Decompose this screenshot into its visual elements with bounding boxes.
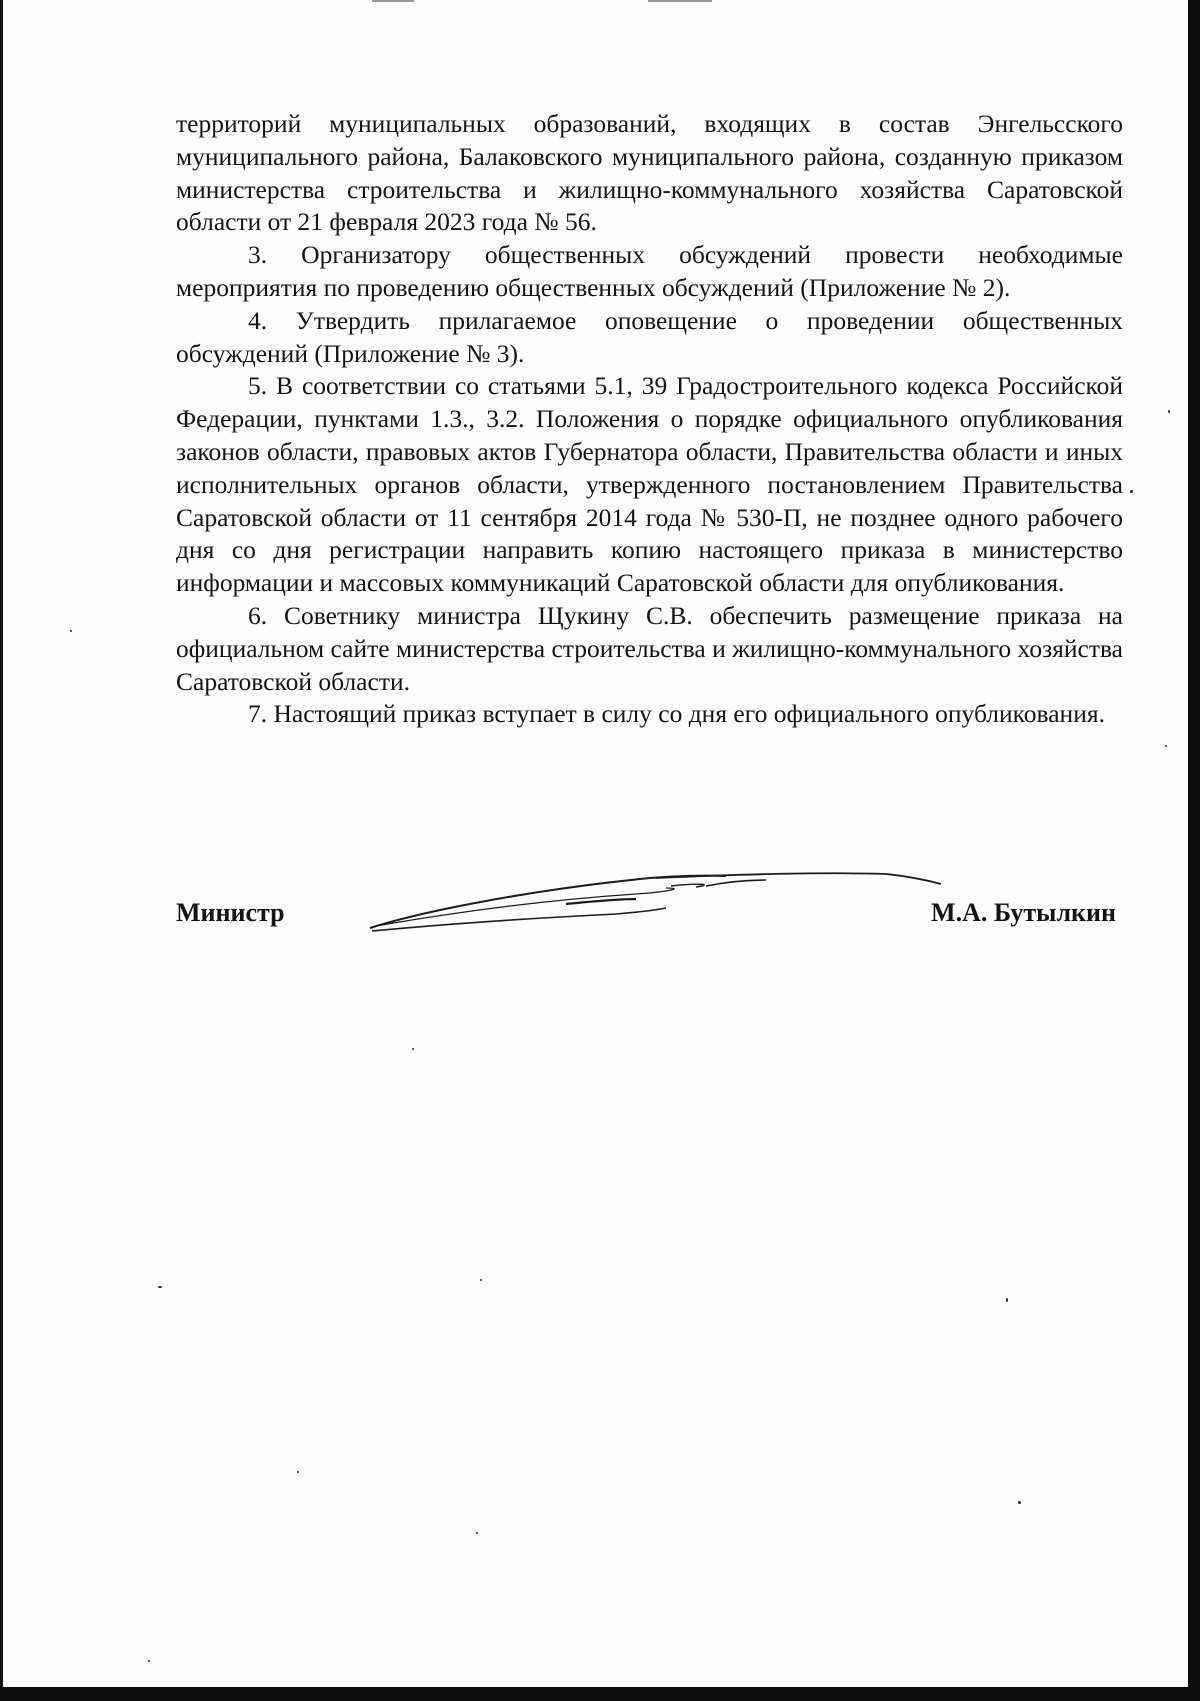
- scan-speck: [1130, 490, 1133, 493]
- paragraph-item-6: 6. Советнику министра Щукину С.В. обеспечить размещение приказа на официальном сайте министерства строительства и жилищно-коммунального хозяйства Саратовской области.: [176, 600, 1123, 696]
- scan-speck: [412, 1048, 414, 1050]
- scan-speck: [1165, 745, 1167, 747]
- signature-block: [176, 868, 1116, 938]
- scan-speck: [148, 1660, 150, 1662]
- scan-speck: [476, 1532, 478, 1534]
- signatory-name: М.А. Бутылкин: [931, 898, 1116, 927]
- scan-speck: [1006, 1298, 1008, 1302]
- scan-speck: [70, 630, 72, 632]
- paragraph-item-5: 5. В соответствии со статьями 5.1, 39 Градостроительного кодекса Российской Федерации, пунктами 1.3., 3.2. Положения о порядке официального опубликования законов области, правовых актов Губернатора области, Правительства области и иных исполнительных органов области, утвержденного постановлением Правительства Саратовской области от 11 сентября 2014 года № 530-П, не позднее одного рабочего дня со дня регистрации направить копию настоящего приказа в министерство информации и массовых коммуникаций Саратовской области для опубликования.: [176, 371, 1123, 598]
- scan-speck: [480, 1279, 482, 1281]
- handwritten-signature: [366, 868, 946, 938]
- paragraph-item-3: 3. Организатору общественных обсуждений провести необходимые мероприятия по проведению общественных обсуждений (Приложение № 2).: [176, 240, 1123, 302]
- document-body: [176, 108, 1123, 731]
- paragraph-item-7: 7. Настоящий приказ вступает в силу со дня его официального опубликования.: [248, 699, 1105, 729]
- scan-speck: [158, 1286, 162, 1288]
- paragraph-item-4: 4. Утвердить прилагаемое оповещение о проведении общественных обсуждений (Приложение № 3).: [176, 305, 1123, 368]
- scan-top-marks: [0, 0, 1200, 6]
- scan-speck: [297, 1471, 299, 1473]
- scan-speck: [1018, 1501, 1021, 1504]
- paragraph-continuation: территорий муниципальных образований, входящих в состав Энгельсского муниципального района, Балаковского муниципального района, созданную приказом министерства строительства и жилищно-коммунального хозяйства Саратовской области от 21 февраля 2023 года № 56.: [176, 109, 1123, 237]
- scan-edge-right: [1188, 0, 1200, 1701]
- signatory-title: Министр: [176, 898, 285, 927]
- scan-speck: [1168, 410, 1170, 413]
- scan-edge-left: [0, 0, 3, 1701]
- scan-edge-bottom: [0, 1687, 1200, 1701]
